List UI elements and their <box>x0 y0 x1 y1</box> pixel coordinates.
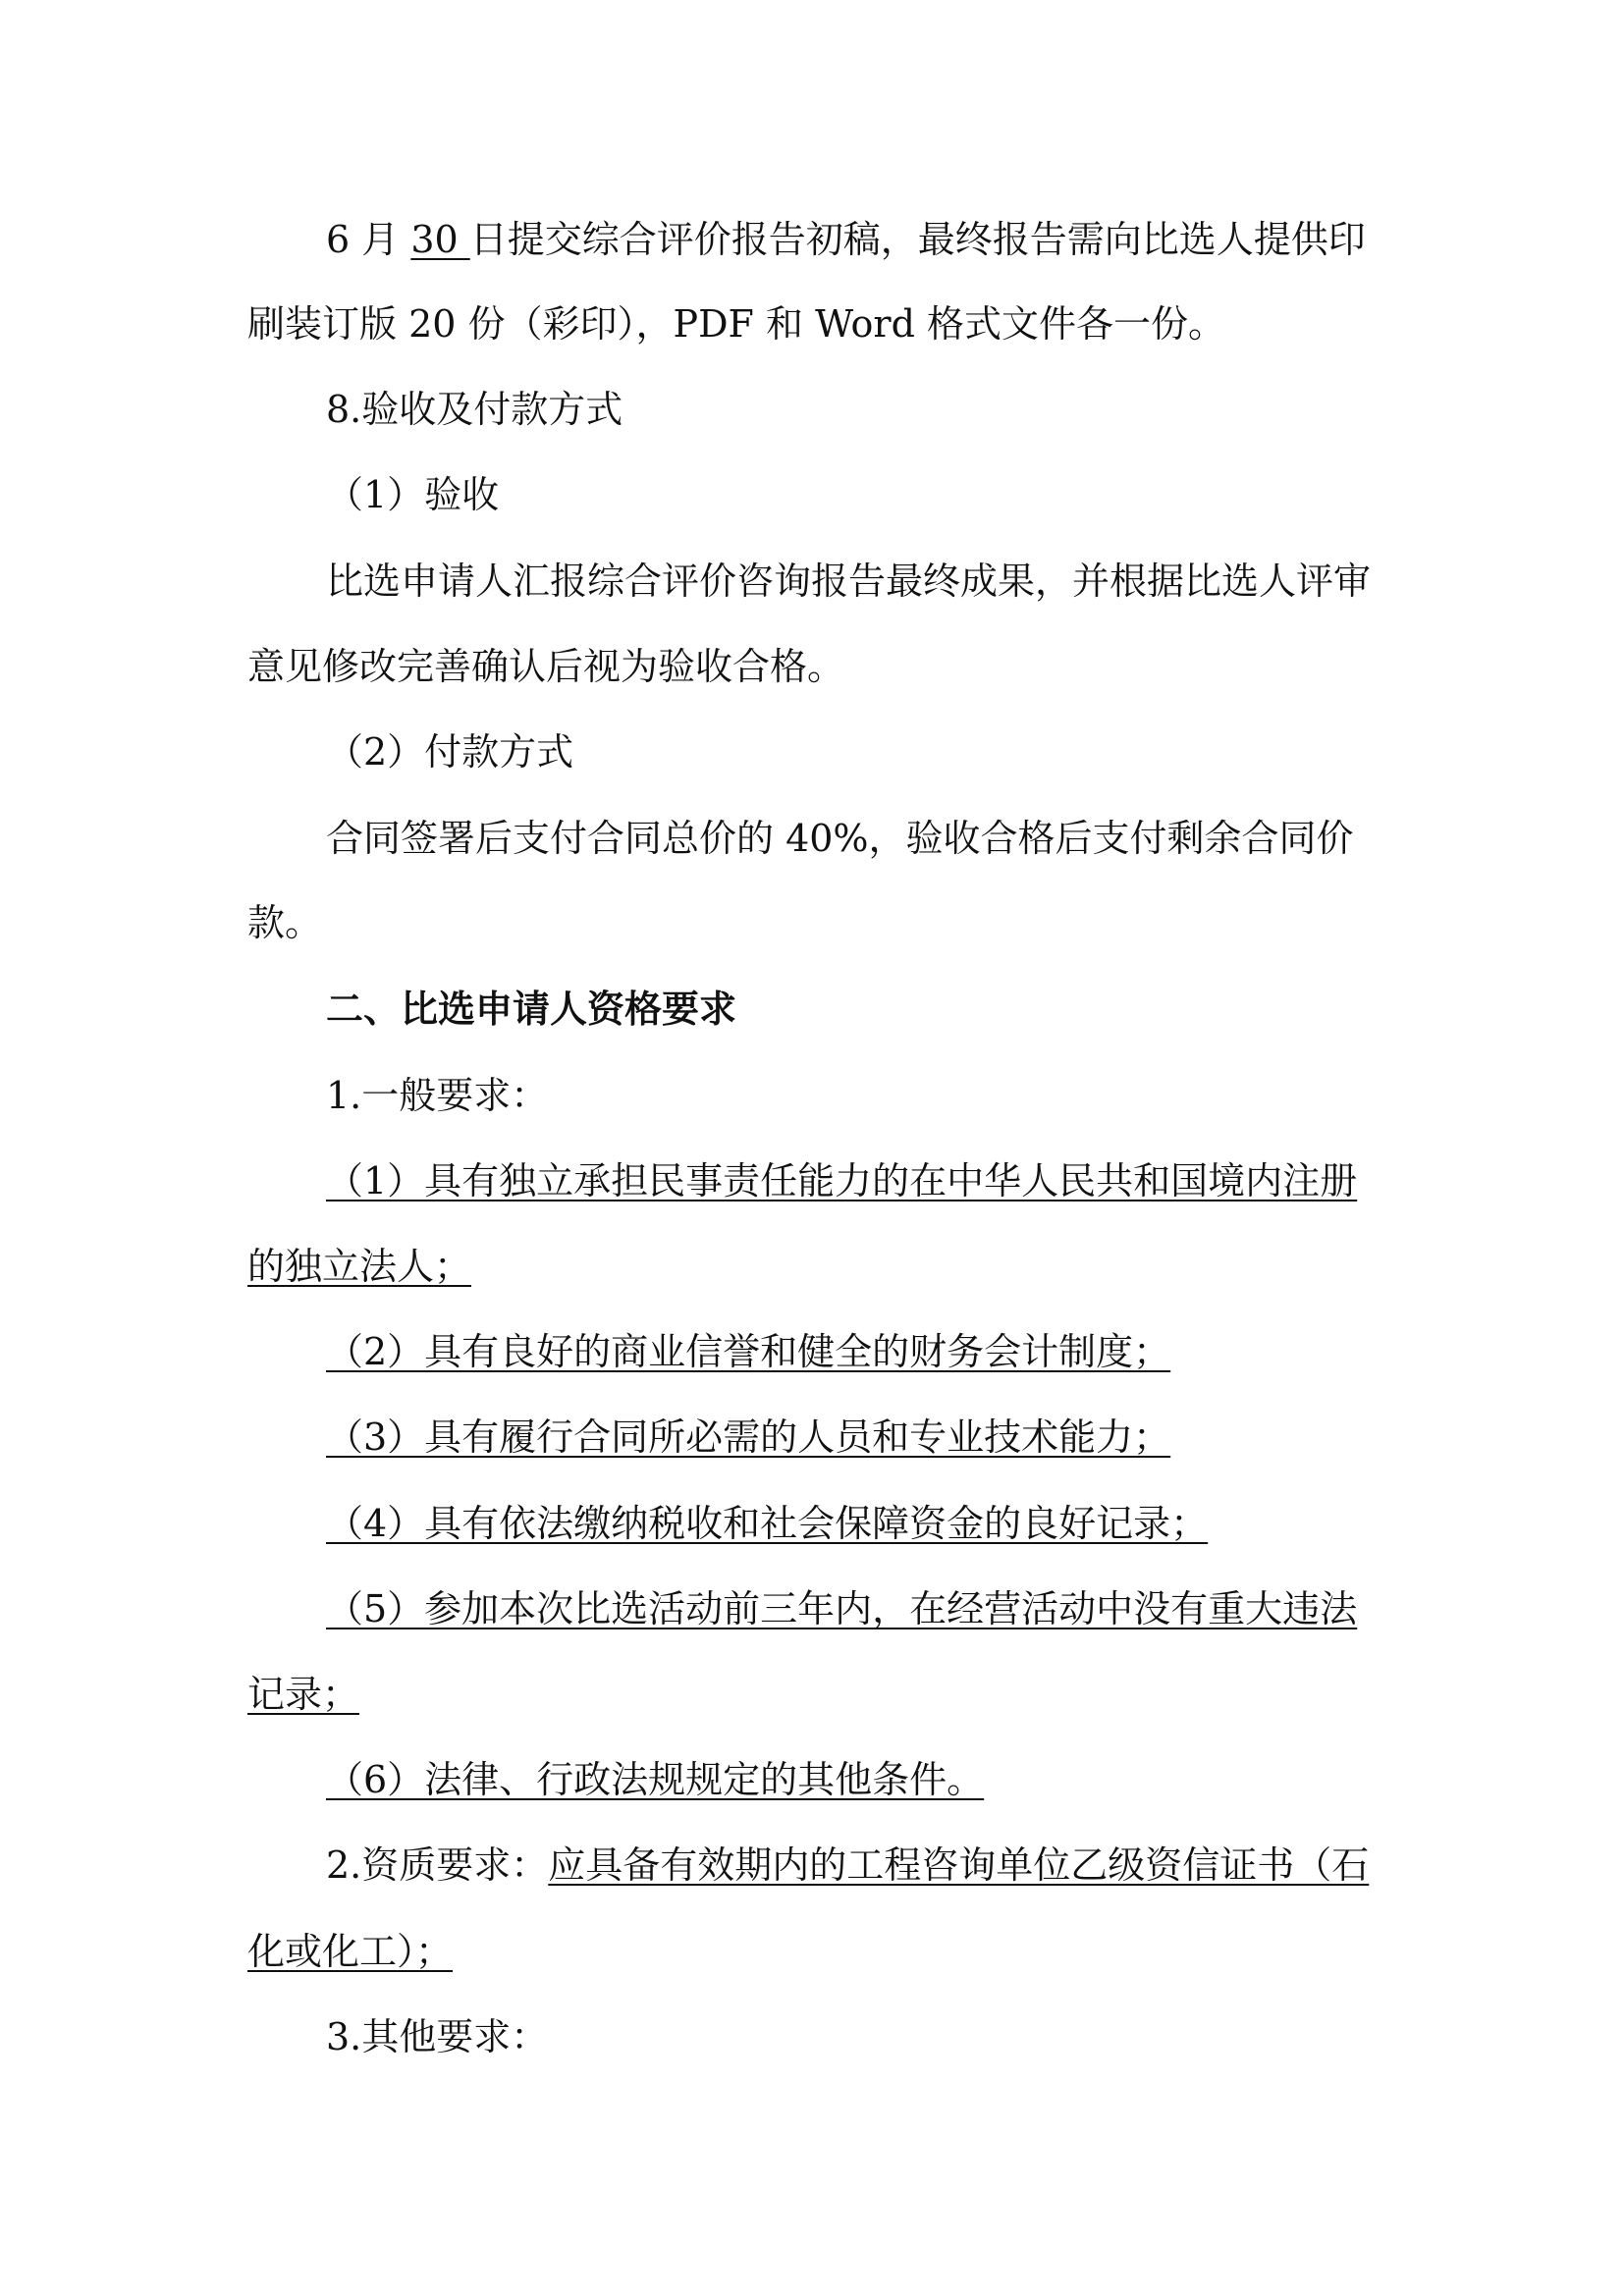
para1-line2: 刷装订版 20 份（彩印），PDF 和 Word 格式文件各一份。 <box>247 302 1225 346</box>
section8-title: 8.验收及付款方式 <box>326 388 623 431</box>
requirement-3: （3）具有履行合同所必需的人员和专业技术能力； <box>326 1415 1171 1459</box>
requirement-1-line2: 的独立法人； <box>247 1245 472 1288</box>
payment-text-line1: 合同签署后支付合同总价的 40%，验收合格后支付剩余合同价 <box>326 817 1354 860</box>
para1-day: 30 <box>410 218 470 261</box>
requirement-1-line1: （1）具有独立承担民事责任能力的在中华人民共和国境内注册 <box>326 1159 1358 1202</box>
requirement-5-line1: （5）参加本次比选活动前三年内，在经营活动中没有重大违法 <box>326 1587 1358 1630</box>
section-heading-2: 二、比选申请人资格要求 <box>326 988 737 1031</box>
payment-text-line2: 款。 <box>247 901 323 944</box>
qualification-line1 <box>326 1843 1369 1887</box>
acceptance-text-line1: 比选申请人汇报综合评价咨询报告最终成果，并根据比选人评审 <box>326 560 1372 603</box>
general-requirements-title: 1.一般要求： <box>326 1074 549 1117</box>
para1-line1 <box>326 218 1366 261</box>
qualification-text: 应具备有效期内的工程咨询单位乙级资信证书（石 <box>548 1843 1370 1887</box>
requirement-2: （2）具有良好的商业信誉和健全的财务会计制度； <box>326 1330 1171 1373</box>
para1-text: 日提交综合评价报告初稿，最终报告需向比选人提供印 <box>469 218 1366 261</box>
qualification-line2: 化或化工）； <box>247 1930 454 1973</box>
requirement-4: （4）具有依法缴纳税收和社会保障资金的良好记录； <box>326 1502 1209 1545</box>
requirement-5-line2: 记录； <box>247 1673 360 1716</box>
acceptance-text-line2: 意见修改完善确认后视为验收合格。 <box>247 645 845 688</box>
para1-month: 6 月 <box>326 218 411 261</box>
acceptance-title: （1）验收 <box>326 473 500 516</box>
qualification-label: 2.资质要求： <box>326 1843 549 1887</box>
other-requirements-title: 3.其他要求： <box>326 2015 549 2058</box>
requirement-6: （6）法律、行政法规规定的其他条件。 <box>326 1758 985 1801</box>
payment-title: （2）付款方式 <box>326 730 574 774</box>
